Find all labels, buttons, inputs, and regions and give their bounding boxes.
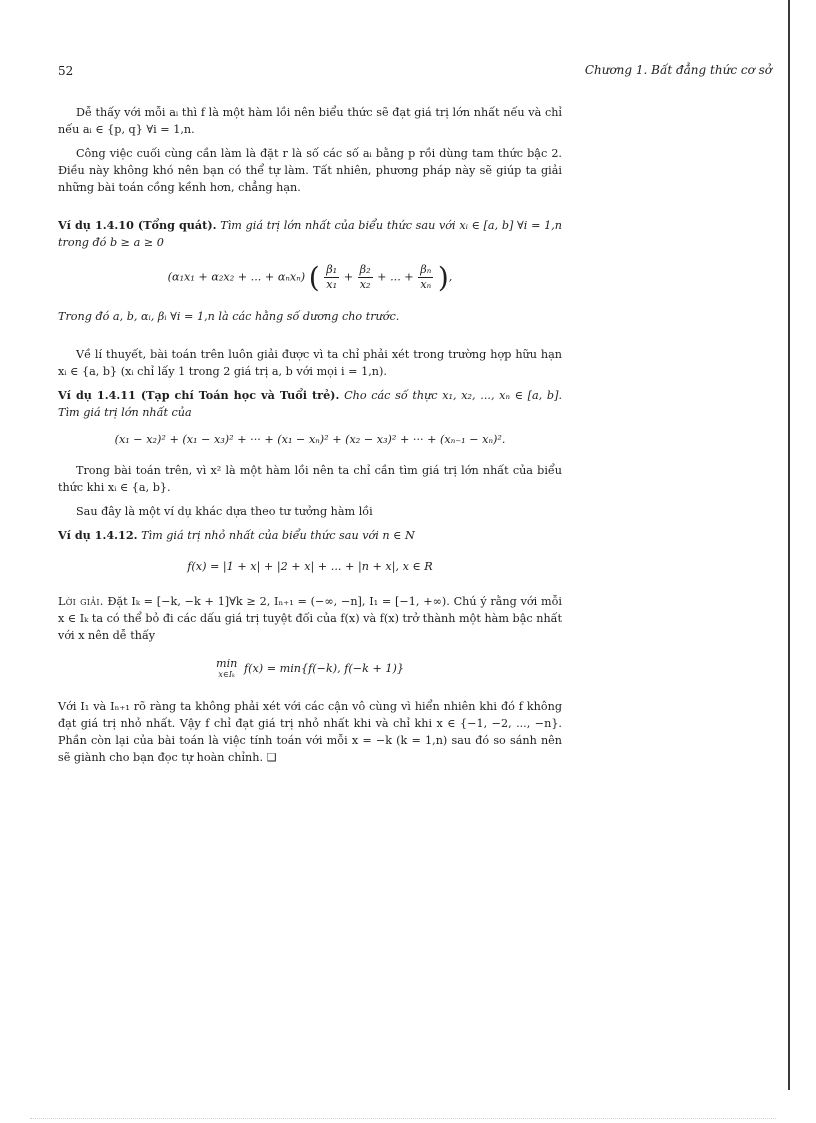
fraction-beta1-x1: $\frac{\text{β₁}}{\text{x₁}}$ — [326, 263, 338, 291]
paragraph-next-example: Sau đây là một ví dụ khác dựa theo tư tưởng hàm lồi — [76, 505, 373, 518]
running-header-chapter: Chương 1. Bất đẳng thức cơ sở — [584, 63, 772, 77]
example-1-4-12-formula: f(x) = |1 + x| + |2 + x| + ... + |n + x|, x ∈ R — [187, 560, 433, 573]
example-heading: Ví dụ 1.4.12. — [58, 528, 138, 542]
solution-text: Đặt Iₖ = [−k, −k + 1]∀k ≥ 2, Iₙ₊₁ = (−∞, −n], I₁ = [−1, +∞). Chú ý rằng với mỗi x ∈ Iₖ ta có thể bỏ đi các dấu giá trị tuyệt đối của f(x) và f(x) trở thành một hàm bậc nhất với x nên dễ thấy — [58, 595, 562, 642]
qed-symbol: ❑ — [266, 751, 277, 764]
paragraph-convex-conclusion: Dễ thấy với mỗi aᵢ thì f là một hàm lồi nên biểu thức sẽ đạt giá trị lớn nhất nếu và chỉ nếu aᵢ ∈ {p, q} ∀i = 1,n. — [58, 106, 562, 136]
paragraph-quadratic-method: Công việc cuối cùng cần làm là đặt r là số các số aᵢ bằng p rồi dùng tam thức bậc 2. Điều này không khó nên bạn có thể tự làm. Tất nhiên, phương pháp này sẽ giúp ta giải những bài toán cồng kềnh hơn, chẳng hạn. — [58, 147, 562, 194]
right-paren: ) — [437, 261, 449, 294]
page-body — [58, 104, 562, 773]
paragraph-conclusion: Với I₁ và Iₙ₊₁ rõ ràng ta không phải xét với các cận vô cùng vì hiển nhiên khi đó f không đạt giá trị nhỏ nhất. Vậy f chỉ đạt giá trị nhỏ nhất khi và chỉ khi x ∈ {−1, −2, ..., −n}. Phần còn lại của bài toán là việc tính toán với mỗi x = −k (k = 1,n) sau đó so sánh nên sẽ giành cho bạn đọc tự hoàn chỉnh. ❑ — [58, 700, 562, 764]
fraction-ellipsis: + ... + — [377, 270, 414, 284]
page-number: 52 — [58, 64, 74, 78]
left-paren: ( — [308, 261, 320, 294]
paragraph-finite-case: Về lí thuyết, bài toán trên luôn giải được vì ta chỉ phải xét trong trường hợp hữu hạn xᵢ ∈ {a, b} (xᵢ chỉ lấy 1 trong 2 giá trị a, b với mọi i = 1,n). — [58, 348, 562, 378]
example-heading: Ví dụ 1.4.11 (Tạp chí Toán học và Tuổi trẻ). — [58, 388, 340, 402]
scan-border-dots — [30, 1118, 776, 1119]
example-1-4-11-formula: (x₁ − x₂)² + (x₁ − x₃)² + ··· + (x₁ − xₙ)² + (x₂ − x₃)² + ··· + (xₙ₋₁ − xₙ)². — [114, 433, 506, 446]
example-1-4-12 — [58, 527, 562, 544]
min-operator: min x∈Iₖ — [215, 657, 238, 679]
example-statement: Tìm giá trị lớn nhất của biểu thức sau với xᵢ ∈ [a, b] ∀i = 1,n trong đó b ≥ a ≥ 0 — [58, 219, 563, 249]
example-1-4-10 — [58, 217, 562, 251]
example-heading: Ví dụ 1.4.10 (Tổng quát). — [58, 218, 217, 232]
example-statement: Cho các số thực x₁, x₂, ..., xₙ ∈ [a, b]. Tìm giá trị lớn nhất của — [58, 389, 562, 419]
formula-left-factor: (α₁x₁ + α₂x₂ + ... + αₙxₙ) — [167, 270, 306, 284]
example-1-4-10-note: Trong đó a, b, αᵢ, βᵢ ∀i = 1,n là các hằng số dương cho trước. — [58, 310, 400, 323]
solution-label: Lời giải. — [58, 595, 104, 608]
example-1-4-11 — [58, 387, 562, 421]
paragraph-convex-x-squared: Trong bài toán trên, vì x² là một hàm lồi nên ta chỉ cần tìm giá trị lớn nhất của biểu thức khi xᵢ ∈ {a, b}. — [58, 464, 562, 494]
page-edge-line — [788, 0, 790, 1090]
example-statement: Tìm giá trị nhỏ nhất của biểu thức sau với n ∈ N — [141, 529, 415, 542]
min-formula-body: f(x) = min{f(−k), f(−k + 1)} — [243, 662, 405, 675]
fraction-betan-xn: $\frac{\text{βₙ}}{\text{xₙ}}$ — [420, 263, 432, 291]
example-1-4-10-formula: (α₁x₁ + α₂x₂ + ... + αₙxₙ) ( $\frac{\text{β₁}}{\text{x₁}}$ + $\frac{\text{β₂}}{\text{x₂}}$ + ... + $\frac{\text{βₙ}}{\text{xₙ}}$ ), — [167, 261, 453, 294]
solution-paragraph — [58, 593, 562, 644]
fraction-beta2-x2: $\frac{\text{β₂}}{\text{x₂}}$ — [359, 263, 371, 291]
min-formula — [58, 658, 562, 680]
